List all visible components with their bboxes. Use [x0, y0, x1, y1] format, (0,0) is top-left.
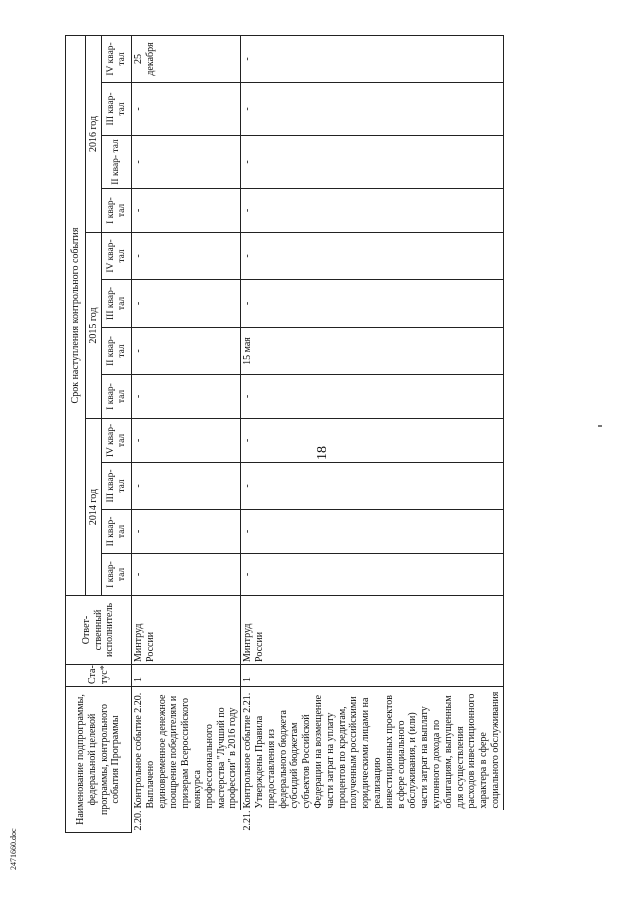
responsible-cell: Минтруд России — [241, 595, 504, 664]
header-year-2014: 2014 год — [86, 418, 102, 595]
header-name: Наименование подпрограммы, федеральной целевой программы, контрольного события Программы — [66, 686, 132, 832]
header-year-2015: 2015 год — [86, 232, 102, 418]
quarter-cell: - — [132, 462, 241, 509]
header-quarter: II квар- тал — [102, 509, 132, 553]
quarter-cell: - — [241, 509, 504, 553]
table-row — [241, 35, 504, 832]
event-name: Контрольное событие 2.20. Выплачено единовременное денежное поощрение победителям и призерам Всероссийского конкурса профессионального мастерства "Лучший по профессии" в 2016 году — [132, 686, 241, 810]
footer-doc-id: 2471660.doc — [9, 828, 18, 870]
quarter-cell: 15 мая — [241, 327, 504, 374]
header-deadline: Срок наступления контрольного события — [66, 35, 86, 595]
header-quarter: II квар- тал — [102, 135, 132, 188]
quarter-cell: - — [241, 462, 504, 509]
quarter-cell: - — [132, 232, 241, 279]
header-year-2016: 2016 год — [86, 35, 102, 232]
quarter-cell: - — [241, 188, 504, 232]
header-status: Ста- тус* — [66, 664, 132, 686]
quarter-cell: - — [132, 418, 241, 462]
quarter-cell: - — [241, 279, 504, 327]
quarter-cell: - — [241, 135, 504, 188]
rotated-table-wrapper — [65, 38, 637, 833]
header-quarter: IV квар- тал — [102, 232, 132, 279]
quarter-cell: - — [132, 509, 241, 553]
control-events-table — [65, 35, 504, 833]
header-quarter: I квар- тал — [102, 188, 132, 232]
row-number: 2.20. — [133, 810, 144, 831]
header-quarter: II квар- тал — [102, 327, 132, 374]
quarter-cell: - — [241, 418, 504, 462]
header-quarter: I квар- тал — [102, 374, 132, 418]
quarter-cell: - — [241, 553, 504, 595]
event-name: Контрольное событие 2.21. Утверждены Правила предоставления из федерального бюджета субсидий бюджетам субъектов Российской Федерации на возмещение части затрат на уплату процентов по кредитам, полученным российскими юридическими лицами на реализацию инвестиционных проектов в сфере социального обслуживания, и (или) части затрат на выплату купонного дохода по облигациям, выпущенным для осуществления расходов инвестиционного характера в сфере социального обслуживания — [241, 686, 504, 810]
quarter-cell: - — [132, 82, 241, 135]
quarter-cell: - — [132, 374, 241, 418]
quarter-cell: - — [241, 35, 504, 82]
quarter-cell: 25 декабря — [132, 35, 241, 82]
header-responsible: Ответ- ственный исполнитель — [66, 595, 132, 664]
quarter-cell: - — [132, 188, 241, 232]
quarter-cell: - — [241, 232, 504, 279]
quarter-cell: - — [241, 374, 504, 418]
quarter-cell: - — [132, 553, 241, 595]
quarter-cell: - — [132, 279, 241, 327]
row-number: 2.21. — [241, 810, 253, 831]
quarter-cell: - — [132, 327, 241, 374]
header-quarter: III квар- тал — [102, 279, 132, 327]
header-quarter: I квар- тал — [102, 553, 132, 595]
status-cell: 1 — [241, 664, 504, 686]
page-number: 18 — [315, 446, 330, 460]
quarter-cell: - — [132, 135, 241, 188]
header-quarter: III квар- тал — [102, 82, 132, 135]
responsible-cell: Минтруд России — [132, 595, 241, 664]
header-quarter: IV квар- тал — [102, 35, 132, 82]
header-quarter: IV квар- тал — [102, 418, 132, 462]
table-row — [132, 35, 241, 832]
status-cell: 1 — [132, 664, 241, 686]
header-quarter: III квар- тал — [102, 462, 132, 509]
quarter-cell: - — [241, 82, 504, 135]
